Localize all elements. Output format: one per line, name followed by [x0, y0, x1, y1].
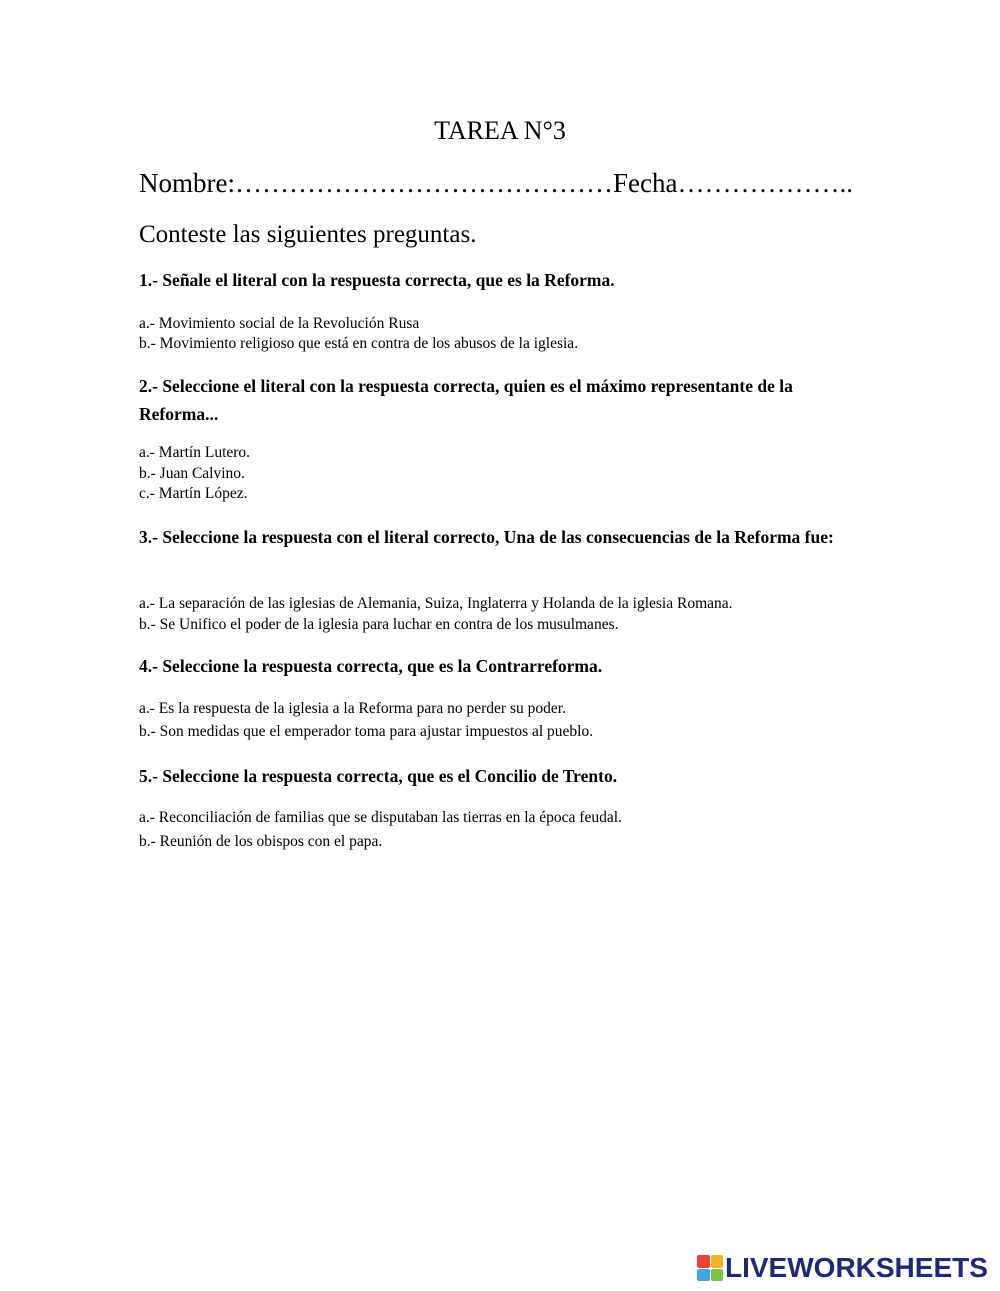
- question-4-option-a: a.- Es la respuesta de la iglesia a la Reforma para no perder su poder.: [139, 700, 566, 717]
- logo-square-green: [711, 1269, 724, 1282]
- question-1: 1.- Señale el literal con la respuesta correcta, que es la Reforma.: [139, 270, 615, 290]
- liveworksheets-brand-text: LIVEWORKSHEETS: [725, 1252, 988, 1283]
- question-2-option-b: b.- Juan Calvino.: [139, 465, 245, 482]
- question-1-option-b: b.- Movimiento religioso que está en contra de los abusos de la iglesia.: [139, 335, 579, 352]
- liveworksheets-logo-icon: [697, 1255, 723, 1281]
- question-5-option-b: b.- Reunión de los obispos con el papa.: [139, 833, 383, 850]
- instructions: Conteste las siguientes preguntas.: [139, 221, 477, 248]
- question-1-option-a: a.- Movimiento social de la Revolución Rusa: [139, 315, 420, 332]
- question-5: 5.- Seleccione la respuesta correcta, que es el Concilio de Trento.: [139, 766, 618, 786]
- question-4-option-b: b.- Son medidas que el emperador toma para ajustar impuestos al pueblo.: [139, 723, 594, 740]
- logo-square-yellow: [711, 1255, 724, 1268]
- question-2-option-c: c.- Martín López.: [139, 485, 248, 502]
- name-date-line: Nombre:……………………………………Fecha………………..: [139, 168, 853, 198]
- question-3: 3.- Seleccione la respuesta con el literal correcto, Una de las consecuencias de la Reforma fue:: [139, 527, 834, 547]
- page-title: TAREA N°3: [434, 116, 566, 145]
- question-3-option-a: a.- La separación de las iglesias de Alemania, Suiza, Inglaterra y Holanda de la iglesia Romana.: [139, 595, 733, 612]
- question-3-option-b: b.- Se Unifico el poder de la iglesia para luchar en contra de los musulmanes.: [139, 616, 619, 633]
- logo-square-blue: [697, 1269, 710, 1282]
- question-2: 2.- Seleccione el literal con la respuesta correcta, quien es el máximo representante de la Reforma...: [139, 376, 793, 424]
- question-4: 4.- Seleccione la respuesta correcta, que es la Contrarreforma.: [139, 656, 603, 676]
- liveworksheets-logo: [697, 1253, 988, 1283]
- logo-square-red: [697, 1255, 710, 1268]
- question-2-option-a: a.- Martín Lutero.: [139, 444, 251, 461]
- question-5-option-a: a.- Reconciliación de familias que se disputaban las tierras en la época feudal.: [139, 809, 622, 826]
